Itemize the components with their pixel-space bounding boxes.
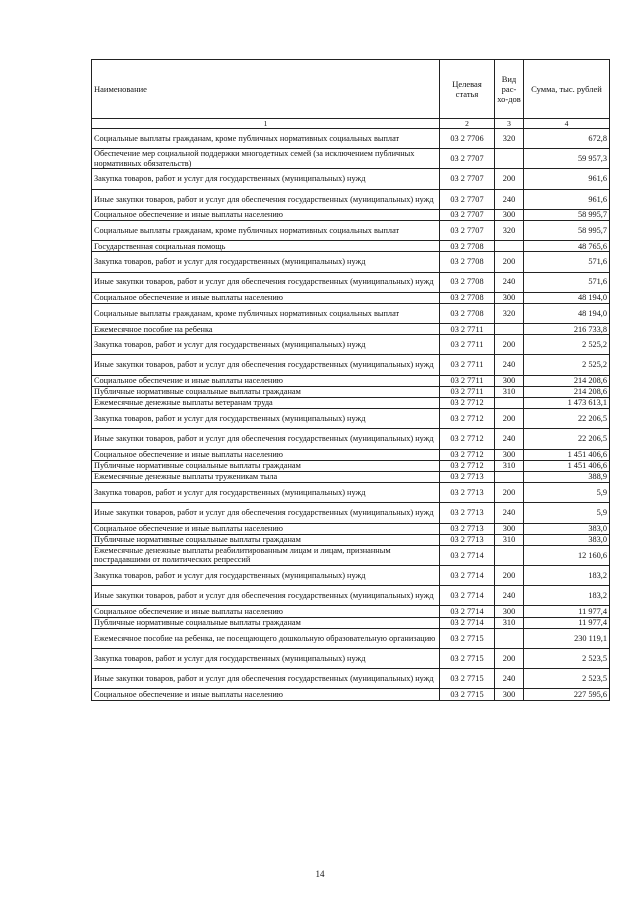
cell-sum: 5,9: [524, 503, 610, 523]
header-name: Наименование: [92, 60, 440, 119]
table-row: [92, 220, 610, 240]
cell-sum: 2 525,2: [524, 355, 610, 375]
cell-expense-type: [495, 398, 524, 409]
table-row: [92, 566, 610, 586]
cell-article: 03 2 7715: [440, 649, 495, 669]
cell-sum: 961,6: [524, 189, 610, 209]
table-row: [92, 545, 610, 565]
cell-sum: 48 194,0: [524, 292, 610, 303]
table-row: [92, 355, 610, 375]
cell-name: Публичные нормативные социальные выплаты гражданам: [92, 617, 440, 628]
cell-name: Иные закупки товаров, работ и услуг для обеспечения государственных (муниципальных) нужд: [92, 669, 440, 689]
cell-expense-type: 200: [495, 483, 524, 503]
cell-expense-type: 320: [495, 129, 524, 149]
cell-sum: 961,6: [524, 169, 610, 189]
cell-expense-type: [495, 471, 524, 482]
cell-name: Ежемесячные денежные выплаты реабилитированным лицам и лицам, признанным пострадавшими от политических репрессий: [92, 545, 440, 565]
cell-name: Социальное обеспечение и иные выплаты населению: [92, 523, 440, 534]
cell-sum: 11 977,4: [524, 606, 610, 617]
cell-name: Публичные нормативные социальные выплаты гражданам: [92, 534, 440, 545]
table-body: [92, 129, 610, 701]
cell-sum: 383,0: [524, 534, 610, 545]
cell-name: Социальное обеспечение и иные выплаты населению: [92, 292, 440, 303]
cell-expense-type: 310: [495, 534, 524, 545]
cell-article: 03 2 7711: [440, 324, 495, 335]
cell-name: Иные закупки товаров, работ и услуг для обеспечения государственных (муниципальных) нужд: [92, 189, 440, 209]
cell-sum: 2 525,2: [524, 335, 610, 355]
cell-sum: 12 160,6: [524, 545, 610, 565]
cell-expense-type: 240: [495, 503, 524, 523]
table-row: [92, 669, 610, 689]
cell-name: Закупка товаров, работ и услуг для государственных (муниципальных) нужд: [92, 483, 440, 503]
cell-name: Ежемесячное пособие на ребенка: [92, 324, 440, 335]
cell-expense-type: 300: [495, 523, 524, 534]
cell-name: Публичные нормативные социальные выплаты гражданам: [92, 386, 440, 397]
cell-expense-type: 300: [495, 209, 524, 220]
cell-name: Публичные нормативные социальные выплаты гражданам: [92, 460, 440, 471]
cell-sum: 227 595,6: [524, 689, 610, 700]
cell-article: 03 2 7708: [440, 241, 495, 252]
cell-name: Закупка товаров, работ и услуг для государственных (муниципальных) нужд: [92, 169, 440, 189]
cell-name: Социальные выплаты гражданам, кроме публичных нормативных социальных выплат: [92, 129, 440, 149]
header-expense-type: Вид рас-хо-дов: [495, 60, 524, 119]
cell-sum: 48 765,6: [524, 241, 610, 252]
table-row: [92, 303, 610, 323]
cell-article: 03 2 7713: [440, 471, 495, 482]
cell-expense-type: 200: [495, 252, 524, 272]
cell-expense-type: [495, 545, 524, 565]
cell-expense-type: 310: [495, 386, 524, 397]
cell-expense-type: [495, 324, 524, 335]
cell-article: 03 2 7714: [440, 586, 495, 606]
table-row: [92, 617, 610, 628]
cell-article: 03 2 7708: [440, 272, 495, 292]
column-number: 1: [92, 119, 440, 129]
cell-expense-type: 200: [495, 335, 524, 355]
cell-expense-type: 240: [495, 429, 524, 449]
page-number: 14: [315, 869, 325, 879]
cell-article: 03 2 7711: [440, 335, 495, 355]
cell-article: 03 2 7711: [440, 375, 495, 386]
column-number-row: [92, 119, 610, 129]
cell-expense-type: 240: [495, 669, 524, 689]
table-row: [92, 460, 610, 471]
cell-article: 03 2 7712: [440, 449, 495, 460]
table-row: [92, 129, 610, 149]
cell-name: Иные закупки товаров, работ и услуг для обеспечения государственных (муниципальных) нужд: [92, 272, 440, 292]
cell-name: Социальные выплаты гражданам, кроме публичных нормативных социальных выплат: [92, 303, 440, 323]
column-number: 3: [495, 119, 524, 129]
cell-name: Социальное обеспечение и иные выплаты населению: [92, 209, 440, 220]
table-row: [92, 471, 610, 482]
cell-expense-type: 300: [495, 292, 524, 303]
cell-sum: 2 523,5: [524, 669, 610, 689]
cell-expense-type: 310: [495, 617, 524, 628]
cell-article: 03 2 7713: [440, 523, 495, 534]
cell-article: 03 2 7707: [440, 169, 495, 189]
cell-expense-type: [495, 628, 524, 648]
table-row: [92, 628, 610, 648]
table-row: [92, 409, 610, 429]
table-row: [92, 272, 610, 292]
cell-name: Закупка товаров, работ и услуг для государственных (муниципальных) нужд: [92, 649, 440, 669]
cell-expense-type: 240: [495, 272, 524, 292]
cell-sum: 1 473 613,1: [524, 398, 610, 409]
cell-expense-type: 300: [495, 606, 524, 617]
table-row: [92, 375, 610, 386]
table-row: [92, 149, 610, 169]
column-number: 4: [524, 119, 610, 129]
cell-article: 03 2 7706: [440, 129, 495, 149]
cell-expense-type: 200: [495, 566, 524, 586]
cell-article: 03 2 7707: [440, 149, 495, 169]
cell-name: Закупка товаров, работ и услуг для государственных (муниципальных) нужд: [92, 409, 440, 429]
cell-sum: 11 977,4: [524, 617, 610, 628]
table-row: [92, 386, 610, 397]
cell-sum: 672,8: [524, 129, 610, 149]
table-row: [92, 169, 610, 189]
cell-article: 03 2 7708: [440, 292, 495, 303]
cell-article: 03 2 7712: [440, 409, 495, 429]
table-row: [92, 241, 610, 252]
cell-sum: 214 208,6: [524, 386, 610, 397]
cell-expense-type: 200: [495, 409, 524, 429]
cell-sum: 58 995,7: [524, 220, 610, 240]
cell-article: 03 2 7714: [440, 566, 495, 586]
table-row: [92, 252, 610, 272]
cell-sum: 571,6: [524, 252, 610, 272]
cell-article: 03 2 7711: [440, 355, 495, 375]
table-row: [92, 534, 610, 545]
cell-name: Социальное обеспечение и иные выплаты населению: [92, 449, 440, 460]
cell-article: 03 2 7713: [440, 534, 495, 545]
table-row: [92, 689, 610, 700]
cell-expense-type: 300: [495, 449, 524, 460]
table-row: [92, 189, 610, 209]
table-row: [92, 398, 610, 409]
cell-expense-type: 300: [495, 689, 524, 700]
cell-article: 03 2 7707: [440, 220, 495, 240]
cell-article: 03 2 7713: [440, 483, 495, 503]
cell-expense-type: 200: [495, 169, 524, 189]
cell-sum: 22 206,5: [524, 429, 610, 449]
cell-sum: 214 208,6: [524, 375, 610, 386]
cell-name: Ежемесячные денежные выплаты труженикам тыла: [92, 471, 440, 482]
cell-expense-type: 310: [495, 460, 524, 471]
cell-expense-type: 320: [495, 220, 524, 240]
cell-expense-type: 200: [495, 649, 524, 669]
cell-sum: 1 451 406,6: [524, 449, 610, 460]
cell-article: 03 2 7713: [440, 503, 495, 523]
cell-name: Обеспечение мер социальной поддержки многодетных семей (за исключением публичных нормативных обязательств): [92, 149, 440, 169]
cell-name: Социальное обеспечение и иные выплаты населению: [92, 375, 440, 386]
table-row: [92, 335, 610, 355]
cell-expense-type: 320: [495, 303, 524, 323]
table-row: [92, 209, 610, 220]
cell-article: 03 2 7714: [440, 606, 495, 617]
cell-sum: 2 523,5: [524, 649, 610, 669]
cell-name: Закупка товаров, работ и услуг для государственных (муниципальных) нужд: [92, 252, 440, 272]
cell-article: 03 2 7714: [440, 545, 495, 565]
cell-sum: 216 733,8: [524, 324, 610, 335]
cell-article: 03 2 7712: [440, 460, 495, 471]
cell-name: Иные закупки товаров, работ и услуг для обеспечения государственных (муниципальных) нужд: [92, 355, 440, 375]
cell-name: Ежемесячное пособие на ребенка, не посещающего дошкольную образовательную организацию: [92, 628, 440, 648]
cell-article: 03 2 7712: [440, 398, 495, 409]
cell-article: 03 2 7707: [440, 189, 495, 209]
table-row: [92, 292, 610, 303]
cell-expense-type: 240: [495, 355, 524, 375]
cell-article: 03 2 7715: [440, 689, 495, 700]
table-row: [92, 586, 610, 606]
cell-name: Социальное обеспечение и иные выплаты населению: [92, 689, 440, 700]
cell-article: 03 2 7708: [440, 252, 495, 272]
cell-expense-type: [495, 149, 524, 169]
cell-name: Иные закупки товаров, работ и услуг для обеспечения государственных (муниципальных) нужд: [92, 586, 440, 606]
header-article: Целевая статья: [440, 60, 495, 119]
cell-article: 03 2 7715: [440, 628, 495, 648]
cell-sum: 1 451 406,6: [524, 460, 610, 471]
table-row: [92, 324, 610, 335]
cell-name: Иные закупки товаров, работ и услуг для обеспечения государственных (муниципальных) нужд: [92, 429, 440, 449]
table-row: [92, 503, 610, 523]
cell-article: 03 2 7712: [440, 429, 495, 449]
cell-name: Государственная социальная помощь: [92, 241, 440, 252]
cell-sum: 571,6: [524, 272, 610, 292]
column-number: 2: [440, 119, 495, 129]
cell-name: Социальное обеспечение и иные выплаты населению: [92, 606, 440, 617]
cell-expense-type: [495, 241, 524, 252]
header-sum: Сумма, тыс. рублей: [524, 60, 610, 119]
cell-sum: 183,2: [524, 586, 610, 606]
cell-name: Иные закупки товаров, работ и услуг для обеспечения государственных (муниципальных) нужд: [92, 503, 440, 523]
cell-article: 03 2 7715: [440, 669, 495, 689]
cell-expense-type: 240: [495, 586, 524, 606]
cell-sum: 388,9: [524, 471, 610, 482]
cell-sum: 48 194,0: [524, 303, 610, 323]
cell-name: Закупка товаров, работ и услуг для государственных (муниципальных) нужд: [92, 566, 440, 586]
cell-article: 03 2 7711: [440, 386, 495, 397]
cell-expense-type: 240: [495, 189, 524, 209]
table-row: [92, 606, 610, 617]
table-row: [92, 523, 610, 534]
cell-name: Социальные выплаты гражданам, кроме публичных нормативных социальных выплат: [92, 220, 440, 240]
cell-sum: 383,0: [524, 523, 610, 534]
cell-sum: 5,9: [524, 483, 610, 503]
cell-sum: 183,2: [524, 566, 610, 586]
table-row: [92, 449, 610, 460]
cell-sum: 58 995,7: [524, 209, 610, 220]
cell-expense-type: 300: [495, 375, 524, 386]
budget-table: [91, 59, 610, 701]
cell-article: 03 2 7708: [440, 303, 495, 323]
table-row: [92, 429, 610, 449]
cell-sum: 22 206,5: [524, 409, 610, 429]
cell-article: 03 2 7707: [440, 209, 495, 220]
cell-sum: 230 119,1: [524, 628, 610, 648]
header-row: [92, 60, 610, 119]
cell-name: Закупка товаров, работ и услуг для государственных (муниципальных) нужд: [92, 335, 440, 355]
cell-name: Ежемесячные денежные выплаты ветеранам труда: [92, 398, 440, 409]
cell-article: 03 2 7714: [440, 617, 495, 628]
table-row: [92, 483, 610, 503]
cell-sum: 59 957,3: [524, 149, 610, 169]
table-row: [92, 649, 610, 669]
